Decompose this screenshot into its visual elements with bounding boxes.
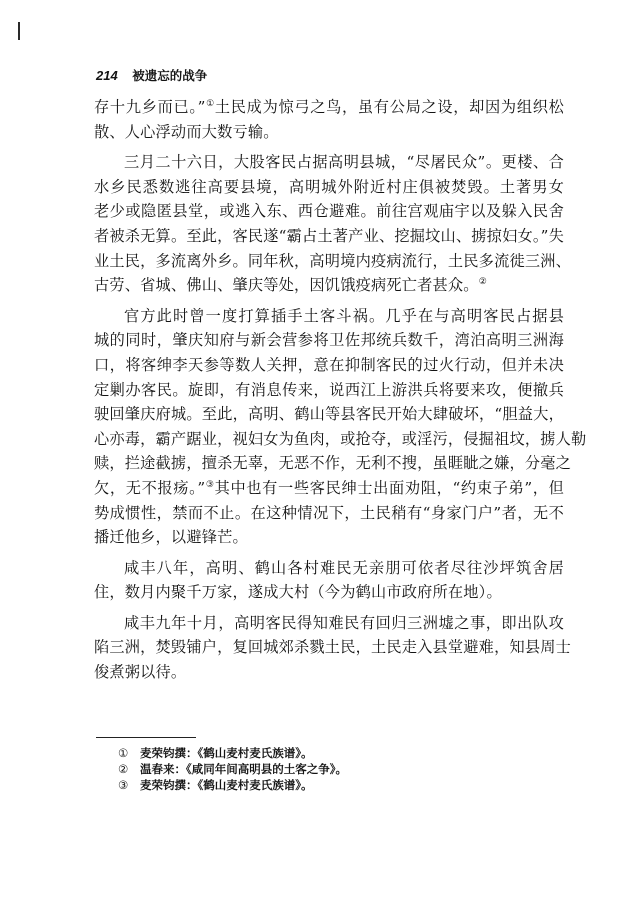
paragraph bbox=[94, 304, 587, 550]
footnote-rule bbox=[96, 737, 196, 738]
text-line bbox=[94, 175, 564, 200]
footnote-mark: ③ bbox=[118, 778, 129, 792]
running-title: 被遗忘的战争 bbox=[132, 68, 208, 83]
footnote-mark: ② bbox=[118, 762, 129, 776]
line-text: 驶回肇庆府城。至此，高明、鹤山等县客民开始大肆破坏，“胆益大， bbox=[94, 405, 564, 424]
line-text: 三月二十六日，大股客民占据高明县城，“尽屠民众”。更楼、合 bbox=[124, 153, 564, 172]
text-line bbox=[94, 224, 564, 249]
footnote-text: 麦荣钧撰：《鹤山麦村麦氏族谱》。 bbox=[140, 778, 313, 792]
text-line bbox=[94, 476, 564, 501]
line-text: 咸丰八年，高明、鹤山各村难民无亲朋可依者尽往沙坪筑舍居 bbox=[124, 558, 564, 577]
footnote-text: 麦荣钧撰：《鹤山麦村麦氏族谱》。 bbox=[140, 746, 313, 760]
body-text bbox=[94, 95, 587, 685]
text-line bbox=[94, 199, 564, 224]
text-line bbox=[94, 402, 564, 427]
line-text: 定剿办客民。旋即，有消息传来，说西江上游洪兵将要来攻，便撤兵 bbox=[94, 380, 564, 399]
line-text: 咸丰九年十月，高明客民得知难民有回归三洲墟之事，即出队攻 bbox=[124, 613, 564, 632]
text-line bbox=[94, 580, 564, 605]
paragraph bbox=[94, 95, 564, 144]
footnote-text: 温春来：《咸同年间高明县的土客之争》。 bbox=[140, 762, 347, 776]
line-text: 陷三洲，焚毁铺户，复回城郊杀戮土民，土民走入县堂避难，知县周士 bbox=[94, 638, 572, 657]
line-text: 业土民，多流离外乡。同年秋，高明境内疫病流行，土民多流徙三洲、 bbox=[94, 251, 572, 270]
text-line bbox=[94, 451, 572, 476]
text-line bbox=[94, 635, 572, 660]
text-line bbox=[94, 304, 564, 329]
line-text: 老少或隐匿县堂，或逃入东、西仓避难。前往宫观庙宇以及躲入民舍 bbox=[94, 202, 564, 221]
text-line bbox=[94, 120, 564, 145]
text-line bbox=[94, 273, 564, 298]
footnote-ref: ② bbox=[478, 277, 487, 288]
text-line bbox=[94, 501, 564, 526]
line-text: 心亦毒，霸产踞业，视妇女为鱼肉，或抢夺，或淫污，侵掘祖坟，掳人勒 bbox=[94, 429, 587, 448]
paragraph bbox=[94, 556, 564, 605]
line-text: 官方此时曾一度打算插手土客斗祸。几乎在与高明客民占据县 bbox=[124, 306, 564, 325]
line-text-cont: 其中也有一些客民绅士出面劝阻，“约束子弟”，但 bbox=[214, 478, 564, 497]
text-line bbox=[94, 611, 564, 636]
scan-edge-mark bbox=[18, 22, 20, 40]
text-line bbox=[94, 249, 572, 274]
line-text: 播迁他乡，以避锋芒。 bbox=[94, 528, 248, 547]
line-text: 住，数月内聚千万家，遂成大村（今为鹤山市政府所在地）。 bbox=[94, 583, 502, 602]
line-text: 城的同时，肇庆知府与新会营参将卫佐邦统兵数千，湾泊高明三洲海 bbox=[94, 331, 564, 350]
footnote-ref: ① bbox=[205, 99, 215, 109]
footnote-item bbox=[118, 777, 538, 793]
text-line bbox=[94, 525, 564, 550]
footnote-mark: ① bbox=[118, 746, 129, 760]
page-number: 214 bbox=[96, 68, 118, 83]
footnote-item bbox=[118, 761, 538, 777]
running-head bbox=[96, 66, 207, 84]
footnotes bbox=[118, 745, 538, 793]
text-line bbox=[94, 353, 564, 378]
line-text: 俊煮粥以待。 bbox=[94, 663, 187, 682]
text-line bbox=[94, 378, 564, 403]
text-line bbox=[94, 328, 564, 353]
text-line bbox=[94, 427, 587, 452]
text-line bbox=[94, 150, 564, 175]
paragraph bbox=[94, 611, 572, 685]
line-text: 欠，无不报疡。” bbox=[94, 478, 206, 497]
line-text: 者被杀无算。至此，客民遂“霸占土著产业、挖掘坟山、掳掠妇女。”失 bbox=[94, 226, 564, 245]
footnote-item bbox=[118, 745, 538, 761]
text-line bbox=[94, 556, 564, 581]
line-text: 口，将客绅李天参等数人关押，意在抑制客民的过火行动，但并未决 bbox=[94, 355, 564, 374]
text-line bbox=[94, 95, 564, 120]
line-text: 势成惯性，禁而不止。在这种情况下，土民稍有“身家门户”者，无不 bbox=[94, 503, 564, 522]
line-text-cont: 土民成为惊弓之鸟，虽有公局之设，却因为组织松 bbox=[214, 98, 564, 116]
text-line bbox=[94, 660, 564, 685]
line-text: 存十九乡而已。” bbox=[94, 98, 206, 116]
line-text: 散、人心浮动而大数亏输。 bbox=[94, 122, 279, 141]
line-text: 古劳、省城、佛山、肇庆等处，因饥饿疫病死亡者甚众。 bbox=[94, 276, 479, 295]
line-text: 赎，拦途截掳，擅杀无辜，无恶不作，无利不搜，虽睚眦之嫌，分毫之 bbox=[94, 454, 572, 473]
footnote-ref: ③ bbox=[205, 479, 215, 490]
line-text: 水乡民悉数逃往高要县境，高明城外附近村庄俱被焚毁。土著男女 bbox=[94, 177, 564, 196]
paragraph bbox=[94, 150, 572, 298]
